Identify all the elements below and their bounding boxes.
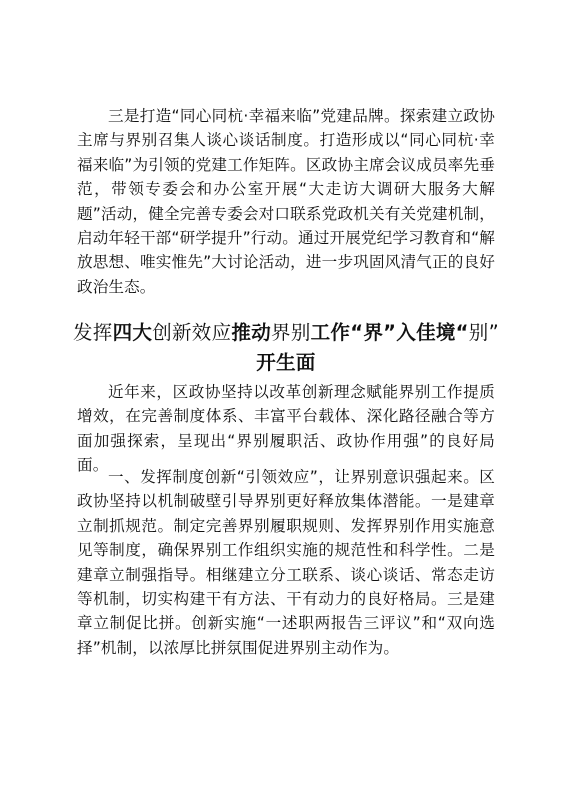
heading-segment: ”入佳境“	[383, 321, 469, 344]
heading-segment: 应	[211, 321, 232, 344]
heading-segment: 界	[363, 321, 384, 344]
heading-segment: 创新效	[152, 321, 212, 344]
heading-segment: 四大	[112, 321, 153, 344]
heading-segment: 发挥	[72, 321, 113, 344]
heading-segment: 推动	[231, 321, 272, 344]
heading-segment: 工作“	[310, 321, 364, 344]
heading-segment: ”	[488, 321, 500, 344]
section-heading	[70, 318, 502, 378]
heading-segment: 别	[468, 321, 489, 344]
body-paragraph: 一、发挥制度创新“引领效应”，让界别意识强起来。区政协坚持以机制破壁引导界别更好释放集体潜能。一是建章立制抓规范。制定完善界别履职规则、发挥界别作用实施意见等制度，确保界别工作组织实施的规范性和科学性。二是建章立制强指导。相继建立分工联系、谈心谈话、常态走访等机制，切实构建干有方法、干有动力的良好格局。三是建章立制促比拼。创新实施“一述职两报告三评议”和“双向选择”机制，以浓厚比拼氛围促进界别主动作为。	[77, 468, 495, 657]
heading-segment: 开生面	[256, 351, 316, 374]
body-paragraph: 近年来，区政协坚持以改革创新理念赋能界别工作提质增效，在完善制度体系、丰富平台载体、深化路径融合等方面加强探索，呈现出“界别履职活、政协作用强”的良好局面。	[77, 383, 495, 475]
heading-segment: 界别	[271, 321, 311, 344]
body-paragraph: 三是打造“同心同杭·幸福来临”党建品牌。探索建立政协主席与界别召集人谈心谈话制度。打造形成以“同心同杭·幸福来临”为引领的党建工作矩阵。区政协主席会议成员率先垂范，带领专委会和办公室开展“大走访大调研大服务大解题”活动，健全完善专委会对口联系党政机关有关党建机制，启动年轻干部“研学提升”行动。通过开展党纪学习教育和“解放思想、唯实惟先”大讨论活动，进一步巩固风清气正的良好政治生态。	[77, 107, 495, 296]
